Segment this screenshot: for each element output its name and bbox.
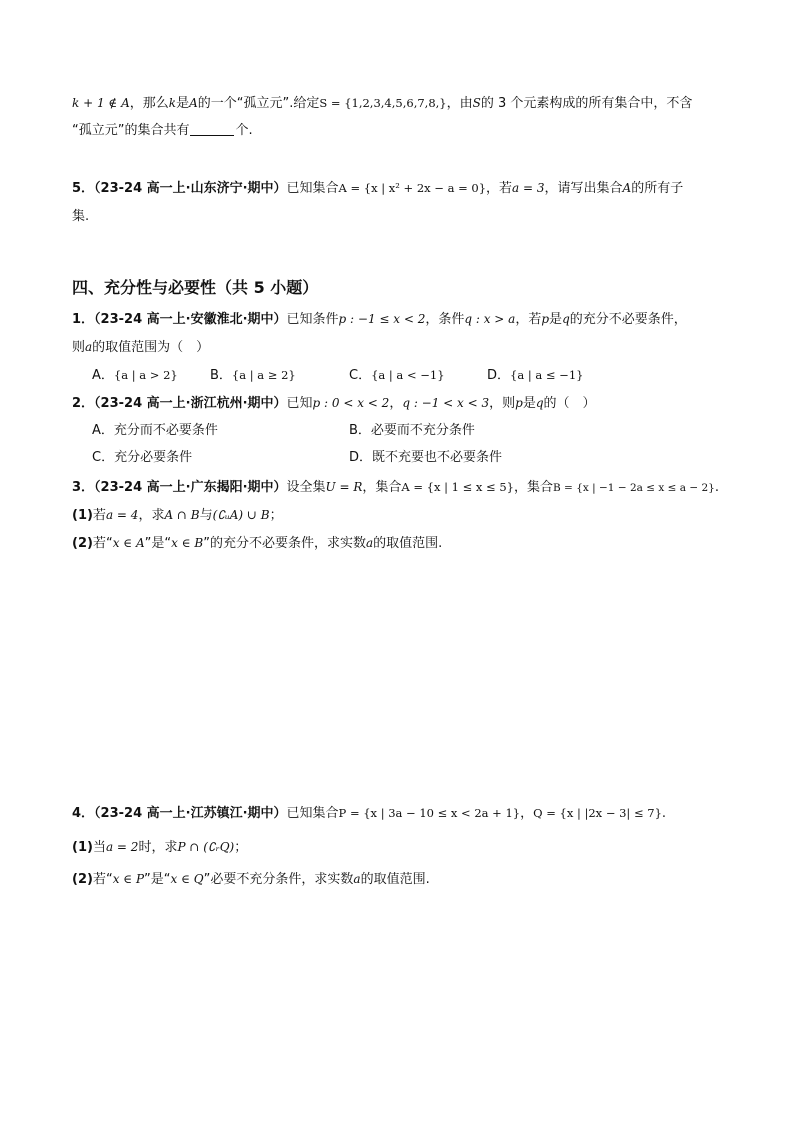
part-label: (1) [72, 508, 93, 523]
math-condition-p: p : −1 ≤ x < 2 [338, 312, 426, 326]
text: 的取值范围为（ ） [92, 340, 210, 355]
math-universal-set: U = R [325, 480, 363, 494]
question-source: （23-24 高一上·江苏镇江·期中） [94, 806, 287, 821]
text: “孤立元”的集合共有 [72, 123, 190, 138]
text: ，求 [138, 508, 165, 523]
isolated-element-line-2 [72, 121, 253, 141]
math-k-plus-1: k + 1 ∉ A [72, 96, 130, 110]
text: 的一个“孤立元”.给定 [197, 96, 320, 111]
math-set-P: P = {x | 3a − 10 ≤ x < 2a + 1} [338, 806, 521, 820]
question-source: （23-24 高一上·山东济宁·期中） [94, 181, 287, 196]
option-b[interactable] [349, 421, 475, 441]
math-a-eq-4: a = 4 [105, 508, 139, 522]
math-x-in-P: x ∈ P [112, 872, 145, 886]
text: 若“ [92, 872, 113, 887]
s3-part-2 [72, 533, 442, 554]
option-a[interactable] [92, 365, 178, 386]
text: 的所有子 [631, 181, 684, 196]
text: ； [269, 508, 283, 523]
math-a: a [85, 340, 93, 354]
option-text: 充分必要条件 [114, 450, 193, 465]
text: ”是“ [144, 872, 171, 887]
math-a: a [365, 536, 374, 550]
option-d[interactable] [487, 365, 583, 386]
text: ，若 [515, 312, 542, 327]
math-a-eq-2: a = 2 [105, 840, 139, 854]
text: ”必要不充分条件，求实数 [203, 872, 354, 887]
text: 的取值范围. [373, 536, 443, 551]
option-label: B． [210, 368, 232, 383]
text: 已知集合 [286, 806, 339, 821]
text: 是 [176, 96, 190, 111]
text: 则 [72, 340, 86, 355]
option-math: {a | a < −1} [371, 368, 445, 382]
s2-line-1 [72, 393, 596, 414]
option-c[interactable] [349, 365, 445, 386]
question-source: （23-24 高一上·安徽淮北·期中） [94, 312, 287, 327]
math-q: q [535, 396, 544, 410]
option-label: C． [92, 450, 115, 465]
text: 已知集合 [286, 181, 339, 196]
math-A: A [189, 96, 198, 110]
option-label: A． [92, 423, 114, 438]
text: ”是“ [144, 536, 172, 551]
text: 当 [92, 840, 106, 855]
question-source: （23-24 高一上·浙江杭州·期中） [94, 396, 287, 411]
text: . [661, 806, 667, 821]
text: 时，求 [138, 840, 178, 855]
text: 若 [92, 508, 106, 523]
option-d[interactable] [349, 448, 502, 468]
question-number: 2． [72, 396, 95, 411]
text: 已知条件 [286, 312, 339, 327]
text: ； [234, 840, 248, 855]
math-a-eq-3: a = 3 [512, 181, 545, 195]
text: 设全集 [286, 480, 326, 495]
math-set-S: S = {1,2,3,4,5,6,7,8,} [319, 96, 447, 110]
text: 与 [199, 508, 213, 523]
isolated-element-line-1 [72, 93, 692, 114]
text: 是 [549, 312, 563, 327]
part-label: (2) [72, 872, 93, 887]
math-k: k [168, 96, 177, 110]
math-intersection: A ∩ B [164, 508, 200, 522]
math-x-in-B: x ∈ B [171, 536, 204, 550]
text: ， [389, 396, 403, 411]
s1-line-1 [72, 309, 687, 330]
answer-blank[interactable] [190, 121, 234, 136]
math-condition-p: p : 0 < x < 2 [312, 396, 390, 410]
math-p: p [541, 312, 550, 326]
option-label: D． [349, 450, 373, 465]
s1-line-2 [72, 337, 209, 358]
text: ， [520, 806, 534, 821]
math-set-A: A = {x | x² + 2x − a = 0} [338, 181, 487, 195]
text: 已知 [286, 396, 313, 411]
math-q: q [562, 312, 570, 326]
text: ，集合 [362, 480, 402, 495]
s4-line-1 [72, 803, 666, 824]
math-a: a [353, 872, 361, 886]
option-text: 必要而不充分条件 [370, 423, 475, 438]
option-math: {a | a ≥ 2} [231, 368, 296, 382]
text: ，条件 [425, 312, 465, 327]
s3-line-1 [72, 477, 719, 498]
text: 的 3 个元素构成的所有集合中，不含 [480, 96, 693, 111]
question-number: 5． [72, 181, 95, 196]
text: ，那么 [129, 96, 169, 111]
option-label: B． [349, 423, 371, 438]
math-condition-q: q : x > a [464, 312, 516, 326]
math-P-cap-complement-Q: P ∩ (∁ᵣQ) [177, 840, 235, 854]
math-set-A: A = {x | 1 ≤ x ≤ 5} [401, 480, 514, 494]
option-text: 既不充要也不必要条件 [372, 450, 503, 465]
option-a[interactable] [92, 421, 218, 441]
option-math: {a | a > 2} [113, 368, 178, 382]
s4-part-2 [72, 869, 430, 890]
question-source: （23-24 高一上·广东揭阳·期中） [94, 480, 287, 495]
text: 的（ ） [543, 396, 596, 411]
text: . [714, 480, 719, 495]
math-set-B: B = {x | −1 − 2a ≤ x ≤ a − 2} [553, 482, 715, 494]
part-label: (1) [72, 840, 93, 855]
text: ，则 [489, 396, 516, 411]
option-text: 充分而不必要条件 [113, 423, 218, 438]
text: 集. [72, 209, 90, 224]
math-A: A [622, 181, 632, 195]
part-label: (2) [72, 536, 93, 551]
text: 是 [522, 396, 536, 411]
text: 的充分不必要条件， [569, 312, 687, 327]
option-math: {a | a ≤ −1} [510, 368, 584, 382]
text: ，若 [486, 181, 513, 196]
text: ”的充分不必要条件，求实数 [203, 536, 366, 551]
option-label: A． [92, 368, 114, 383]
math-complement-union: (∁ᵤA) ∪ B [212, 508, 270, 522]
math-p: p [515, 396, 523, 410]
text: ，由 [446, 96, 473, 111]
question-number: 1． [72, 312, 95, 327]
math-x-in-A: x ∈ A [112, 536, 145, 550]
text: ，请写出集合 [544, 181, 623, 196]
text: ，集合 [513, 480, 553, 495]
text: 的取值范围. [360, 872, 430, 887]
question-number: 4． [72, 806, 95, 821]
s3-part-1 [72, 505, 283, 526]
s4-part-1 [72, 837, 247, 858]
option-c[interactable] [92, 448, 192, 468]
option-label: C． [349, 368, 372, 383]
math-x-in-Q: x ∈ Q [170, 872, 204, 886]
question-5-line-2 [72, 207, 89, 227]
question-number: 3． [72, 480, 95, 495]
section-title: 四、充分性与必要性（共 5 小题） [72, 278, 319, 297]
option-label: D． [487, 368, 511, 383]
question-5-line-1 [72, 178, 683, 199]
text: 个. [235, 123, 253, 138]
text: 若“ [92, 536, 113, 551]
math-S: S [472, 96, 481, 110]
option-b[interactable] [210, 365, 296, 386]
math-condition-q: q : −1 < x < 3 [402, 396, 490, 410]
math-set-Q: Q = {x | |2x − 3| ≤ 7} [533, 806, 662, 820]
